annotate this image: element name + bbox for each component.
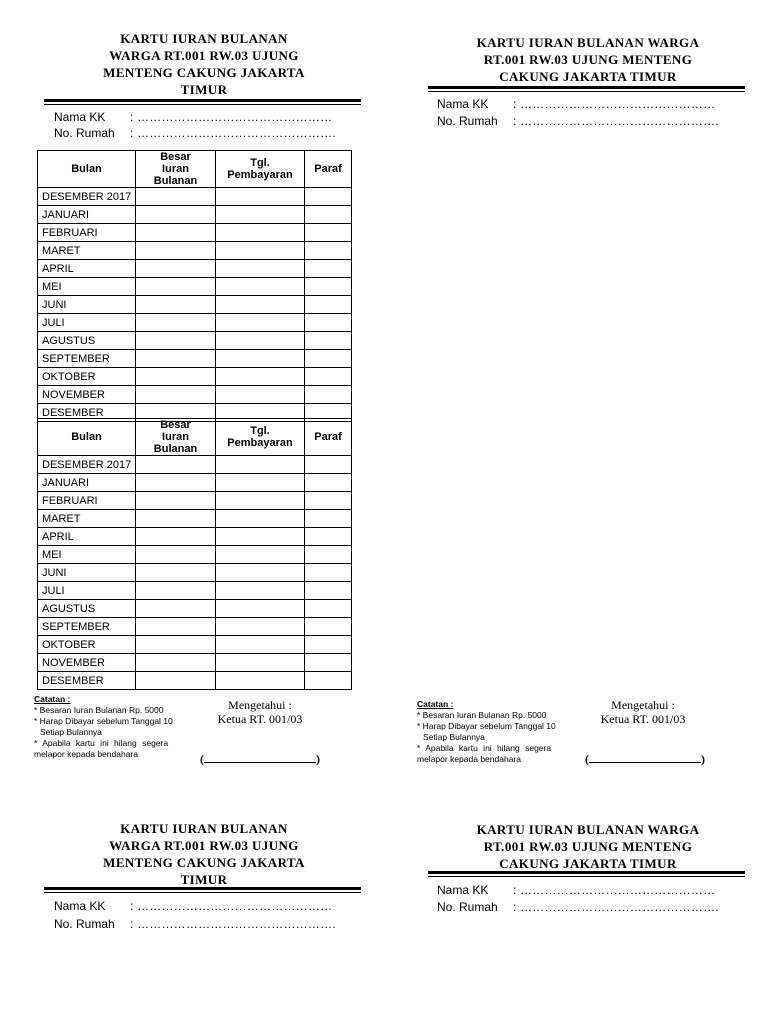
header-bulan: Bulan bbox=[38, 151, 136, 188]
notes-line: * Besaran Iuran Bulanan Rp. 5000 bbox=[417, 710, 547, 720]
paraf-cell[interactable] bbox=[305, 386, 352, 404]
header-tgl-pembayaran: Tgl. Pembayaran bbox=[216, 151, 305, 188]
month-cell: SEPTEMBER bbox=[38, 350, 136, 368]
table-row bbox=[38, 456, 352, 474]
signature-line-left bbox=[200, 752, 320, 767]
iuran-cell[interactable] bbox=[136, 492, 216, 510]
tgl-cell[interactable] bbox=[216, 654, 305, 672]
table-row bbox=[38, 224, 352, 242]
month-cell: DESEMBER bbox=[38, 404, 136, 422]
iuran-cell[interactable] bbox=[136, 206, 216, 224]
iuran-cell[interactable] bbox=[136, 546, 216, 564]
iuran-cell[interactable] bbox=[136, 224, 216, 242]
iuran-cell[interactable] bbox=[136, 582, 216, 600]
table-row bbox=[38, 654, 352, 672]
tgl-cell[interactable] bbox=[216, 564, 305, 582]
month-cell: JULI bbox=[38, 582, 136, 600]
month-cell: JUNI bbox=[38, 564, 136, 582]
header-bulan: Bulan bbox=[38, 419, 136, 456]
ketua-label: Ketua RT. 001/03 bbox=[600, 712, 686, 726]
paraf-cell[interactable] bbox=[305, 582, 352, 600]
notes-line: * Besaran Iuran Bulanan Rp. 5000 bbox=[34, 705, 164, 715]
table-row bbox=[38, 314, 352, 332]
paraf-cell[interactable] bbox=[305, 260, 352, 278]
paren-open: ( bbox=[585, 752, 589, 766]
table-row bbox=[38, 510, 352, 528]
paraf-cell[interactable] bbox=[305, 206, 352, 224]
month-cell: MEI bbox=[38, 278, 136, 296]
table-row bbox=[38, 350, 352, 368]
table-row bbox=[38, 564, 352, 582]
signature-blank[interactable] bbox=[589, 753, 701, 763]
paraf-cell[interactable] bbox=[305, 474, 352, 492]
title-line: CAKUNG JAKARTA TIMUR bbox=[499, 856, 677, 871]
title-line: TIMUR bbox=[180, 872, 228, 887]
iuran-cell[interactable] bbox=[136, 368, 216, 386]
iuran-cell[interactable] bbox=[136, 386, 216, 404]
iuran-cell[interactable] bbox=[136, 278, 216, 296]
signature-line-right bbox=[585, 752, 705, 767]
iuran-cell[interactable] bbox=[136, 672, 216, 690]
notes-line: * Apabila kartu ini hilang segera bbox=[417, 743, 552, 753]
header-paraf: Paraf bbox=[305, 151, 352, 188]
header-tgl-pembayaran: Tgl. Pembayaran bbox=[216, 419, 305, 456]
nama-kk-label: Nama KK bbox=[54, 899, 106, 913]
tgl-cell[interactable] bbox=[216, 618, 305, 636]
no-rumah-label: No. Rumah bbox=[437, 900, 498, 914]
tgl-cell[interactable] bbox=[216, 242, 305, 260]
table-row bbox=[38, 188, 352, 206]
table-row bbox=[38, 474, 352, 492]
no-rumah-field bbox=[54, 126, 336, 140]
no-rumah-field bbox=[437, 900, 719, 914]
header-besar-iuran: Besar Iuran Bulanan bbox=[136, 419, 216, 456]
paraf-cell[interactable] bbox=[305, 492, 352, 510]
tgl-cell[interactable] bbox=[216, 528, 305, 546]
table-row bbox=[38, 618, 352, 636]
month-cell: FEBRUARI bbox=[38, 492, 136, 510]
month-cell: APRIL bbox=[38, 528, 136, 546]
month-cell: APRIL bbox=[38, 260, 136, 278]
month-cell: FEBRUARI bbox=[38, 224, 136, 242]
payment-table-2 bbox=[37, 418, 352, 690]
month-cell: JULI bbox=[38, 314, 136, 332]
paraf-cell[interactable] bbox=[305, 546, 352, 564]
nama-kk-label: Nama KK bbox=[437, 97, 489, 111]
iuran-cell[interactable] bbox=[136, 528, 216, 546]
title-line: KARTU IURAN BULANAN bbox=[120, 821, 288, 836]
paraf-cell[interactable] bbox=[305, 188, 352, 206]
nama-kk-dots: : ………………………………………… bbox=[130, 110, 333, 124]
title-divider bbox=[44, 99, 361, 105]
title-line: RT.001 RW.03 UJUNG MENTENG bbox=[483, 839, 693, 854]
nama-kk-dots: : ………………………………………… bbox=[513, 97, 716, 111]
paren-open: ( bbox=[200, 752, 204, 766]
table-row bbox=[38, 582, 352, 600]
mengetahui-label: Mengetahui : bbox=[228, 698, 292, 712]
paraf-cell[interactable] bbox=[305, 332, 352, 350]
notes-right bbox=[417, 699, 572, 765]
table-row bbox=[38, 672, 352, 690]
month-cell: NOVEMBER bbox=[38, 654, 136, 672]
iuran-cell[interactable] bbox=[136, 636, 216, 654]
iuran-cell[interactable] bbox=[136, 242, 216, 260]
table-row bbox=[38, 332, 352, 350]
tgl-cell[interactable] bbox=[216, 296, 305, 314]
iuran-cell[interactable] bbox=[136, 188, 216, 206]
paraf-cell[interactable] bbox=[305, 242, 352, 260]
paraf-cell[interactable] bbox=[305, 314, 352, 332]
table-row bbox=[38, 528, 352, 546]
paraf-cell[interactable] bbox=[305, 636, 352, 654]
notes-line: melapor kepada bendahara bbox=[417, 754, 521, 764]
notes-line: * Harap Dibayar sebelum Tanggal 10 bbox=[417, 721, 556, 731]
tgl-cell[interactable] bbox=[216, 332, 305, 350]
month-cell: DESEMBER 2017 bbox=[38, 188, 136, 206]
title-line: MENTENG CAKUNG JAKARTA bbox=[103, 65, 305, 80]
paraf-cell[interactable] bbox=[305, 456, 352, 474]
tgl-cell[interactable] bbox=[216, 672, 305, 690]
paraf-cell[interactable] bbox=[305, 224, 352, 242]
iuran-cell[interactable] bbox=[136, 332, 216, 350]
no-rumah-dots: : …………………………………………. bbox=[130, 917, 336, 931]
iuran-cell[interactable] bbox=[136, 564, 216, 582]
tgl-cell[interactable] bbox=[216, 386, 305, 404]
tgl-cell[interactable] bbox=[216, 188, 305, 206]
notes-heading: Catatan : bbox=[417, 699, 454, 709]
notes-line: * Apabila kartu ini hilang segera bbox=[34, 738, 169, 748]
title-line: KARTU IURAN BULANAN WARGA bbox=[476, 35, 700, 50]
table-row bbox=[38, 386, 352, 404]
no-rumah-label: No. Rumah bbox=[54, 126, 115, 140]
tgl-cell[interactable] bbox=[216, 546, 305, 564]
iuran-cell[interactable] bbox=[136, 456, 216, 474]
title-line: WARGA RT.001 RW.03 UJUNG bbox=[109, 48, 299, 63]
tgl-cell[interactable] bbox=[216, 224, 305, 242]
month-cell: DESEMBER bbox=[38, 672, 136, 690]
table-row bbox=[38, 368, 352, 386]
tgl-cell[interactable] bbox=[216, 456, 305, 474]
table-header-row bbox=[38, 151, 352, 188]
header-paraf: Paraf bbox=[305, 419, 352, 456]
table-row bbox=[38, 492, 352, 510]
header-besar-iuran: Besar Iuran Bulanan bbox=[136, 151, 216, 188]
tgl-cell[interactable] bbox=[216, 600, 305, 618]
tgl-cell[interactable] bbox=[216, 368, 305, 386]
card-title-top-right bbox=[428, 34, 748, 85]
iuran-cell[interactable] bbox=[136, 600, 216, 618]
title-line: KARTU IURAN BULANAN bbox=[120, 31, 288, 46]
iuran-cell[interactable] bbox=[136, 260, 216, 278]
no-rumah-label: No. Rumah bbox=[437, 114, 498, 128]
month-cell: MEI bbox=[38, 546, 136, 564]
iuran-cell[interactable] bbox=[136, 618, 216, 636]
tgl-cell[interactable] bbox=[216, 582, 305, 600]
tgl-cell[interactable] bbox=[216, 206, 305, 224]
nama-kk-dots: : ………………………………………… bbox=[130, 899, 333, 913]
tgl-cell[interactable] bbox=[216, 492, 305, 510]
paren-close: ) bbox=[701, 752, 705, 766]
tgl-cell[interactable] bbox=[216, 510, 305, 528]
no-rumah-dots: : …………………………………………. bbox=[513, 114, 719, 128]
notes-line: Setiap Bulannya bbox=[40, 727, 102, 737]
notes-line: * Harap Dibayar sebelum Tanggal 10 bbox=[34, 716, 173, 726]
title-divider bbox=[44, 887, 361, 893]
month-cell: AGUSTUS bbox=[38, 600, 136, 618]
no-rumah-dots: : …………………………………………. bbox=[130, 126, 336, 140]
month-cell: NOVEMBER bbox=[38, 386, 136, 404]
tgl-cell[interactable] bbox=[216, 350, 305, 368]
no-rumah-label: No. Rumah bbox=[54, 917, 115, 931]
table-row bbox=[38, 206, 352, 224]
no-rumah-field bbox=[437, 114, 719, 128]
card-title-top-left bbox=[44, 30, 364, 98]
iuran-cell[interactable] bbox=[136, 296, 216, 314]
month-cell: MARET bbox=[38, 242, 136, 260]
table-row bbox=[38, 260, 352, 278]
iuran-cell[interactable] bbox=[136, 654, 216, 672]
month-cell: OKTOBER bbox=[38, 368, 136, 386]
iuran-cell[interactable] bbox=[136, 474, 216, 492]
table-row bbox=[38, 278, 352, 296]
paraf-cell[interactable] bbox=[305, 600, 352, 618]
table-row bbox=[38, 636, 352, 654]
paren-close: ) bbox=[316, 752, 320, 766]
title-line: TIMUR bbox=[180, 82, 228, 97]
no-rumah-dots: : …………………………………………. bbox=[513, 900, 719, 914]
paraf-cell[interactable] bbox=[305, 296, 352, 314]
paraf-cell[interactable] bbox=[305, 618, 352, 636]
ketua-label: Ketua RT. 001/03 bbox=[217, 712, 303, 726]
card-title-bottom-left bbox=[44, 820, 364, 888]
paraf-cell[interactable] bbox=[305, 278, 352, 296]
tgl-cell[interactable] bbox=[216, 278, 305, 296]
card-title-bottom-right bbox=[428, 821, 748, 872]
notes-line: melapor kepada bendahara bbox=[34, 749, 138, 759]
title-line: RT.001 RW.03 UJUNG MENTENG bbox=[483, 52, 693, 67]
notes-line: Setiap Bulannya bbox=[423, 732, 485, 742]
no-rumah-field bbox=[54, 917, 336, 931]
nama-kk-dots: : ………………………………………… bbox=[513, 883, 716, 897]
notes-heading: Catatan : bbox=[34, 694, 71, 704]
signature-blank[interactable] bbox=[204, 753, 316, 763]
iuran-cell[interactable] bbox=[136, 510, 216, 528]
title-divider bbox=[428, 871, 745, 877]
table-row bbox=[38, 600, 352, 618]
month-cell: OKTOBER bbox=[38, 636, 136, 654]
nama-kk-label: Nama KK bbox=[437, 883, 489, 897]
title-line: KARTU IURAN BULANAN WARGA bbox=[476, 822, 700, 837]
month-cell: JUNI bbox=[38, 296, 136, 314]
nama-kk-field bbox=[437, 97, 715, 111]
paraf-cell[interactable] bbox=[305, 368, 352, 386]
table-row bbox=[38, 546, 352, 564]
sign-block-right bbox=[583, 698, 703, 726]
payment-table-1 bbox=[37, 150, 352, 422]
paraf-cell[interactable] bbox=[305, 564, 352, 582]
sign-block-left bbox=[200, 698, 320, 726]
title-line: MENTENG CAKUNG JAKARTA bbox=[103, 855, 305, 870]
tgl-cell[interactable] bbox=[216, 314, 305, 332]
nama-kk-field bbox=[54, 110, 332, 124]
paraf-cell[interactable] bbox=[305, 510, 352, 528]
month-cell: JANUARI bbox=[38, 474, 136, 492]
month-cell: MARET bbox=[38, 510, 136, 528]
title-line: WARGA RT.001 RW.03 UJUNG bbox=[109, 838, 299, 853]
paraf-cell[interactable] bbox=[305, 350, 352, 368]
month-cell: JANUARI bbox=[38, 206, 136, 224]
notes-left bbox=[34, 694, 219, 760]
month-cell: SEPTEMBER bbox=[38, 618, 136, 636]
mengetahui-label: Mengetahui : bbox=[611, 698, 675, 712]
table-row bbox=[38, 296, 352, 314]
paraf-cell[interactable] bbox=[305, 654, 352, 672]
table-row bbox=[38, 242, 352, 260]
tgl-cell[interactable] bbox=[216, 260, 305, 278]
nama-kk-field bbox=[437, 883, 715, 897]
iuran-cell[interactable] bbox=[136, 350, 216, 368]
iuran-cell[interactable] bbox=[136, 314, 216, 332]
tgl-cell[interactable] bbox=[216, 636, 305, 654]
tgl-cell[interactable] bbox=[216, 474, 305, 492]
table-header-row bbox=[38, 419, 352, 456]
paraf-cell[interactable] bbox=[305, 672, 352, 690]
title-divider bbox=[428, 86, 745, 92]
title-line: CAKUNG JAKARTA TIMUR bbox=[499, 69, 677, 84]
nama-kk-field bbox=[54, 899, 332, 913]
nama-kk-label: Nama KK bbox=[54, 110, 106, 124]
month-cell: AGUSTUS bbox=[38, 332, 136, 350]
paraf-cell[interactable] bbox=[305, 528, 352, 546]
month-cell: DESEMBER 2017 bbox=[38, 456, 136, 474]
